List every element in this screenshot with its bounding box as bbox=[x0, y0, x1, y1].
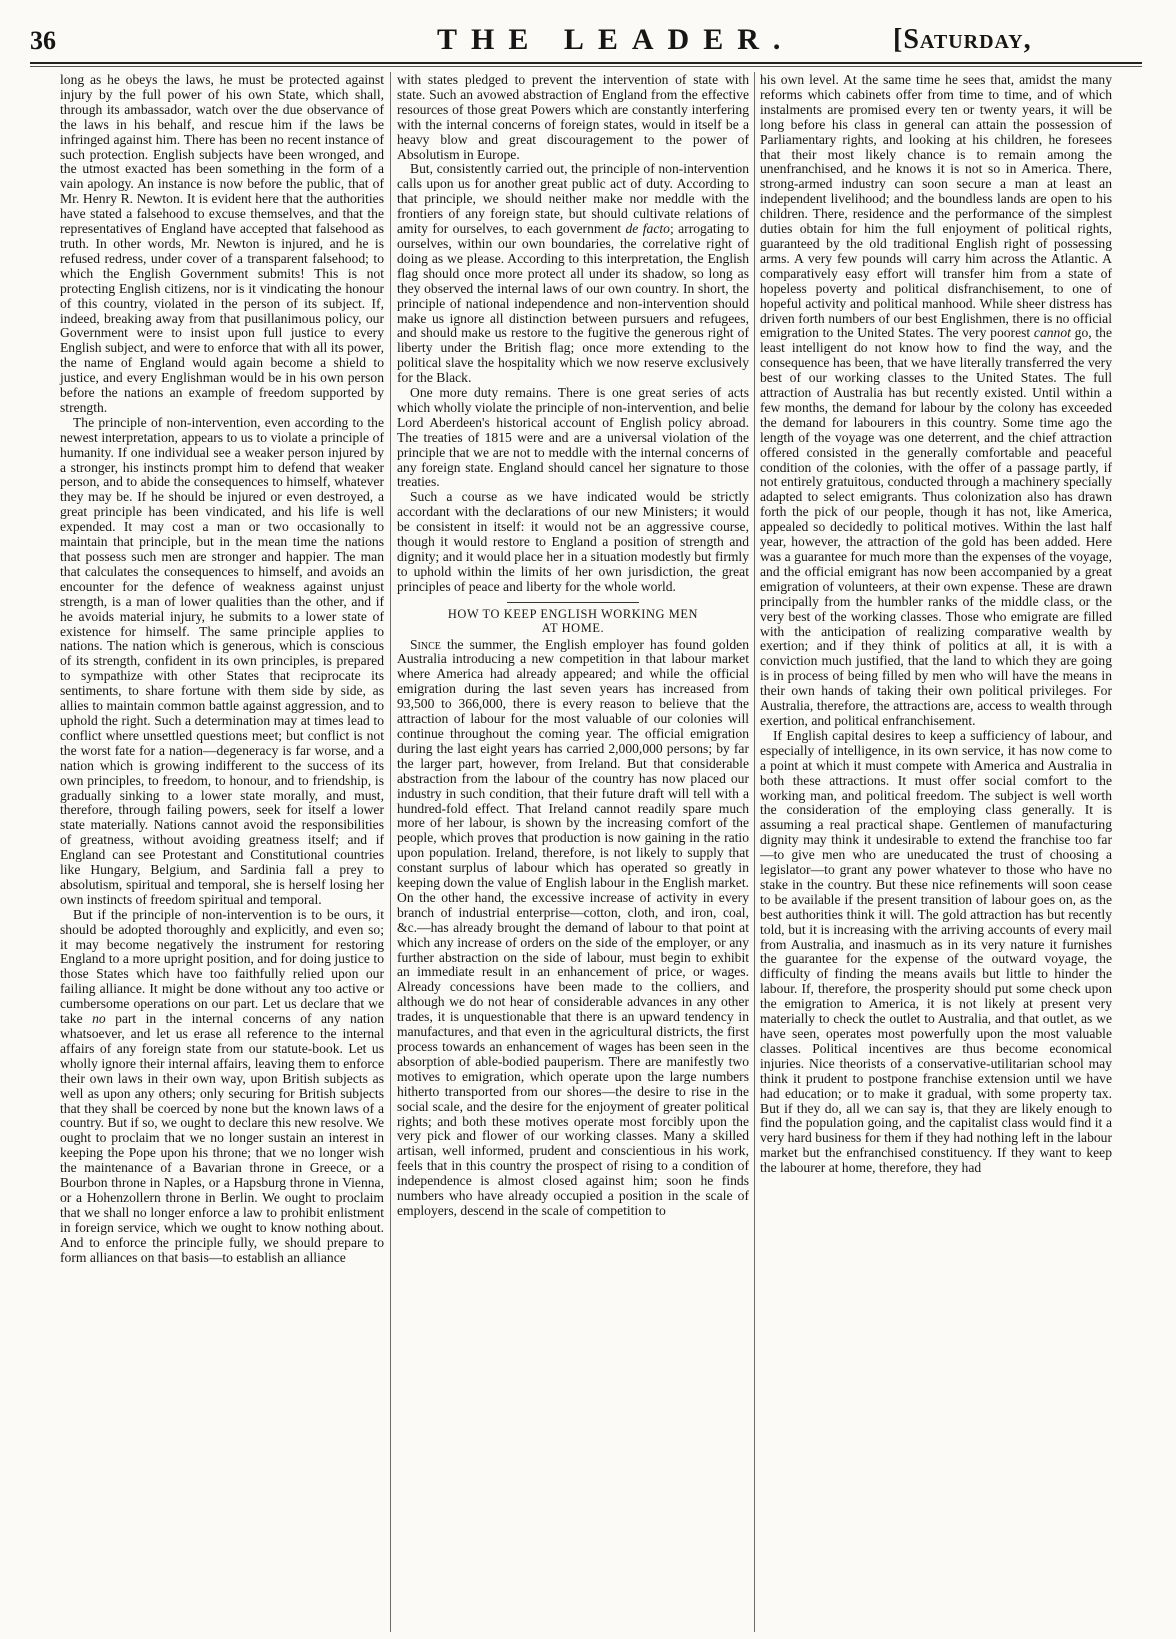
column-1 bbox=[60, 73, 384, 1633]
header-rule-thin bbox=[30, 66, 1142, 67]
article-paragraph bbox=[60, 908, 384, 1266]
paragraph-text: But if the principle of non-intervention is to be ours, it should be adopted thoroughly and explicitly, and even so; it may become negatively the instrument for restoring England to a more upright position, and for doing justice to those States which have too faithfully relied upon our failing alliance. It might be done without any too active or cumbersome operations on our part. Let us declare that we take bbox=[60, 906, 384, 1027]
article-paragraph: One more duty remains. There is one great series of acts which wholly violate the principle of non-intervention, and belie Lord Aberdeen's historical account of English policy abroad. The treaties of 1815 were and are a universal violation of the principle that we are not to meddle with the internal concerns of any foreign state. England should cancel her signature to those treaties. bbox=[397, 385, 749, 490]
column-divider bbox=[390, 72, 391, 1632]
column-2 bbox=[397, 73, 749, 1633]
paragraph-text: ; arrogating to ourselves, within our own boundaries, the correlative right of doing as we please. According to this interpretation, the English flag should once more protect all under its shadow, so long as they observed the internal laws of our own country. In short, the principle of national independence and non-intervention should make us ignore all distinction between pursuers and refugees, and should make us restore to the fugitive the generous right of liberty under the British flag; once more extending to the political slave the hospitality which we now reserve exclusively for the Black. bbox=[397, 221, 749, 386]
paragraph-text: his own level. At the same time he sees that, amidst the many reforms which cabinets offer from time to time, and of which instalments are promised every ten or twenty years, it will be long before his class in general can attain the possession of Parliamentary rights, and looking at his children, he foresees that their most likely chance is to remain among the unenfranchised, and he knows it is not so in America. There, strong-armed industry can soon secure a man at least an independent livelihood; and the boundless lands are open to his children. There, residence and the performance of the simplest duties obtain for him the full enjoyment of political rights, guaranteed by the old traditional English right of possessing arms. A very few pounds will carry him across the Atlantic. A comparatively easy effort will transfer him from a state of hopeless poverty and political disfranchisement, to one of hopeful activity and political manhood. While sheer distress has driven forth numbers of our best Englishmen, there is no official emigration to the United States. The very poorest bbox=[760, 72, 1112, 341]
paragraph-text: go, the least intelligent do not know how to find the way, and the consequence has been, that we have literally transferred the very best of our working classes to the United States. The full attraction of Australia has but recently existed. Until within a few months, the demand for labour by the colony has exceeded the demand for labourers in this country. Some time ago the length of the voyage was one deterrent, and the chief attraction offered consisted in the generally comfortable and peaceful condition of the colonies, with the offer of a passage partly, if not entirely gratuitous, conducted through a machinery specially adapted to select emigrants. Thus colonization also has drawn forth the pick of our people, though it has not, like America, appealed so decidedly to political motives. Within the last half year, however, the attraction of the gold has been added. Here was a guarantee for much more than the expenses of the voyage, and the official emigrant has now been accompanied by a great emigration of volunteers, at their own expense. These are drawn principally from the humbler ranks of the middle class, or the very best of the working classes. Those who emigrate are filled with the anticipation of realizing comparative wealth by exertion; and if they think of politics at all, it is with a conviction much justified, that the land to which they are going is in process of being filled by men who will have the means in their own hands of taking their own political privileges. For Australia, therefore, the attractions are, access to wealth through exertion, and political enfranchisement. bbox=[760, 325, 1112, 728]
column-divider bbox=[754, 72, 755, 1632]
paragraph-text: part in the internal concerns of any nation whatsoever, and let us erase all reference to the internal affairs of any foreign state from our statute-book. Let us wholly ignore their internal affairs, leaving them to enforce their own laws in their own way, upon British subjects as well as upon any others; only securing for British subjects that they shall be coerced by none but the known laws of a country. But if so, we ought to declare this new resolve. We ought to proclaim that we no longer sustain an interest in keeping the Pope upon his throne; that we no longer wish the maintenance of a Bavarian throne in Greece, or a Bourbon throne in Naples, or a Hapsburg throne in Vienna, or a Hohenzollern throne in Berlin. We ought to proclaim that we shall no longer enforce a law to prohibit enlistment in foreign service, which we ought to know nothing about. And to enforce the principle fully, we should prepare to form alliances on that basis—to establish an alliance bbox=[60, 1011, 384, 1265]
lead-word: Since bbox=[410, 636, 441, 652]
paragraph-text: the summer, the English employer has found golden Australia introducing a new competition in that labour market where America had already appeared; and while the official emigration during the last seven years has increased from 93,500 to 366,000, there is every reason to believe that the attraction of labour for the most valuable of our colonies will continue throughout the coming year. The official emigration during the last eight years has carried 2,000,000 persons; by far the larger part, however, from Ireland. But that considerable abstraction from the labour of the country has now placed our industry in such condition, that their future draft will tell with a hundred-fold effect. That Ireland cannot readily spare much more of her labour, is shown by the increasing comfort of the people, which proves that production is now gaining in the ratio upon population. Ireland, therefore, is not likely to supply that constant surplus of labour which has operated so greatly in keeping down the value of English labour in the English market. On the other hand, the excessive increase of activity in every branch of industrial enterprise—cotton, cloth, and iron, coal, &c.—has already brought the demand of labour to that point at which any increase of orders on the side of the employer, or any further abstraction on the side of labour, must begin to exhibit an immediate result in an enhancement of price, or wages. Already concessions have been made to the colliers, and although we do not hear of considerable advances in any other trades, it is unquestionable that there is an upward tendency in manufactures, and that even in the agricultural districts, the first process towards an enhancement of wages has been seen in the absorption of able-bodied pauperism. There are manifestly two motives to emigration, which operate upon the large numbers hitherto transported from our shores—the desire to rise in the social scale, and the desire for the enjoyment of greater political rights; and both these motives operate most forcibly upon the very pick and flower of our working classes. Many a skilled artisan, well informed, prudent and conscientious in his work, feels that in this country the prospect of rising to a condition of independence is almost closed against him; soon he finds numbers who have already occupied a position in the scale of employers, descend in the scale of competition to bbox=[397, 636, 749, 1218]
article-paragraph bbox=[397, 638, 749, 1219]
italic-text: no bbox=[92, 1011, 106, 1027]
paragraph-text: But, consistently carried out, the principle of non-intervention calls upon us for another great public act of duty. According to that principle, we should neither make nor meddle with the frontiers of any foreign state, but should cultivate relations of amity for ourselves, to each government bbox=[397, 161, 749, 237]
article-headline bbox=[397, 602, 749, 636]
headline-line: AT HOME. bbox=[541, 621, 605, 636]
page-number: 36 bbox=[30, 26, 56, 55]
column-3 bbox=[760, 73, 1112, 1633]
headline-line: HOW TO KEEP ENGLISH WORKING MEN bbox=[447, 606, 699, 621]
article-paragraph bbox=[760, 73, 1112, 729]
italic-text: cannot bbox=[1033, 325, 1071, 341]
newspaper-title: THE LEADER. bbox=[437, 23, 795, 56]
header-rule bbox=[30, 62, 1142, 64]
italic-text: de facto bbox=[625, 221, 670, 237]
article-paragraph: with states pledged to prevent the intervention of state with state. Such an avowed abstraction of England from the effective resources of those great Powers which are constantly interfering with the internal concerns of foreign states, would in itself be a heavy blow and great discouragement to the power of Absolutism in Europe. bbox=[397, 72, 749, 162]
issue-day: [Saturday, bbox=[893, 24, 1032, 55]
article-paragraph: long as he obeys the laws, he must be protected against injury by the full power of his own State, which shall, through its ambassador, watch over the due observance of the laws in his behalf, and rescue him if the laws be infringed against him. There has been no recent instance of such protection. English subjects have been wronged, and the utmost exacted has been something in the form of a vain apology. An instance is now before the public, that of Mr. Henry R. Newton. It is evident here that the authorities have stated a falsehood to excuse themselves, and that the representatives of England have accepted that falsehood as truth. In other words, Mr. Newton is injured, and he is refused redress, under cover of a transparent falsehood; to which the English Government submits! This is not protecting English citizens, nor is it vindicating the honour of this country, violated in the person of its subject. If, indeed, breaking away from that pusillanimous policy, our Government were to insist upon full justice to every English subject, and were to enforce that with all its power, the name of England would again become a shield to justice, and every Englishman would be in his own person before the nations an example of freedom supported by strength. bbox=[60, 72, 384, 415]
article-paragraph: The principle of non-intervention, even according to the newest interpretation, appears to us to violate a principle of humanity. If one individual see a weaker person injured by a stronger, his instincts prompt him to defend that weaker person, and to abide the consequences to himself, whatever they may be. If he should be injured or even destroyed, a great principle has been vindicated, and his life is well expended. It may cost a man or two occasionally to maintain that principle, but in the mean time the nations that possess such men are stronger and happier. The man that calculates the consequences to himself, and avoids an encounter for the defence of weakness against unjust strength, is a man of lower qualities than the other, and if he avoids material injury, he submits to a lower state of existence for himself. The same principle applies to nations. The nation which is generous, which is conscious of its strength, confident in its own principles, is prepared to sympathize with other States that reciprocate its sentiments, to share fortune with them side by side, as allies to maintain common battle against aggression, and to uphold the right. Such a determination may at times lead to conflict where unsettled questions meet; but conflict is not the worst fate for a nation—degeneracy is far worse, and a nation which is growing indifferent to the success of its own principles, to freedom, to honour, and to friendship, is gradually sinking to a lower state morally, and must, therefore, through failing powers, seek for itself a lower state materially. Nations cannot avoid the responsibilities of greatness, without avoiding greatness itself; and if England can see Protestant and Constitutional countries like Hungary, Belgium, and Sardinia fall a prey to absolutism, spiritual and temporal, she is herself losing her own instincts of freedom spiritual and temporal. bbox=[60, 414, 384, 907]
article-paragraph: Such a course as we have indicated would be strictly accordant with the declarations of our new Ministers; it would be consistent in itself: it would not be an aggressive course, though it would restore to England a position of strength and dignity; and it would place her in a situation modestly but firmly to uphold within the limits of her own jurisdiction, the great principles of peace and liberty for the whole world. bbox=[397, 489, 749, 594]
article-paragraph: If English capital desires to keep a sufficiency of labour, and especially of intelligence, in its own service, it has now come to a point at which it must compete with America and Australia in both these attractions. It must offer social comfort to the working man, and political freedom. The subject is well worth the consideration of the employing class generally. It is assuming a real practical shape. Gentlemen of manufacturing dignity may think it undesirable to extend the franchise too far—to give men who are uneducated the trust of choosing a legislator—to grant any power whatever to those who have no stake in the country. But these nice refinements will soon cease to be available if the present transition of labour goes on, as the best authorities think it will. The gold attraction has but recently told, but it is increasing with the arriving accounts of every mail from Australia, and inasmuch as in its very nature it furnishes the guarantee for the expense of the outward voyage, the difficulty of finding the means avails but little to hinder the labour. If, therefore, the prosperity should put some check upon the emigration to America, it is not likely at present very materially to check the outlet to Australia, and that outlet, as we have seen, operates most powerfully upon the most valuable classes. Political incentives are thus become economical injuries. Nice theorists of a conservative-utilitarian school may think it prudent to postpone franchise extension until we have had education; or to make it gradual, with some property tax. But if they do, all we can say is, that they are likely enough to find the population going, and the capitalist class would find it a very hard business for them if they had nothing left in the labour market but the enfranchised constituency. If they want to keep the labourer at home, therefore, they had bbox=[760, 727, 1112, 1176]
article-paragraph bbox=[397, 162, 749, 386]
